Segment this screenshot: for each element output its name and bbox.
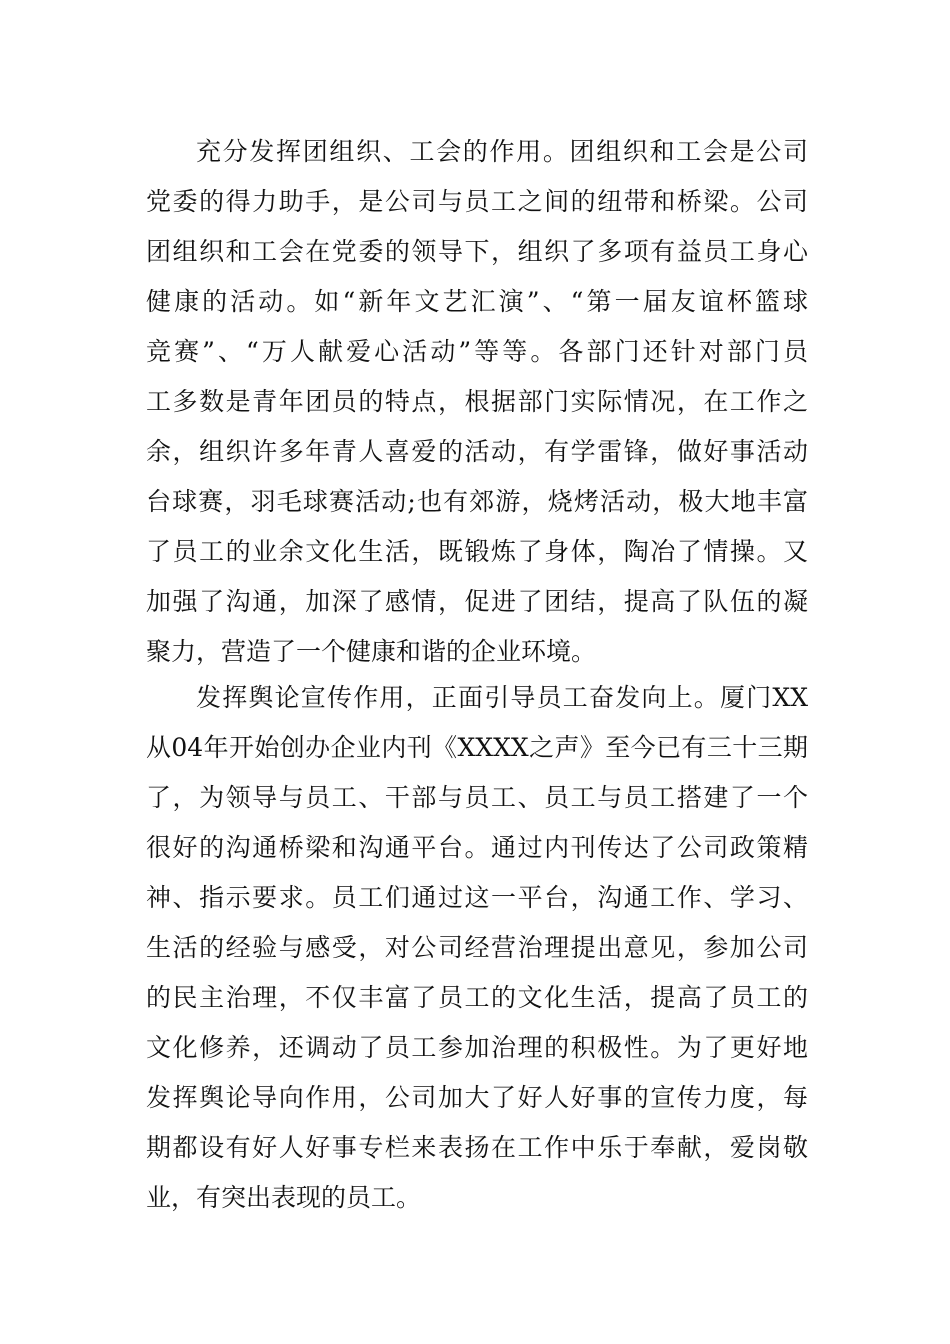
text-line: 党委的得力助手，是公司与员工之间的纽带和桥梁。公司 bbox=[146, 187, 808, 216]
text-line: 发挥舆论导向作用，公司加大了好人好事的宣传力度，每 bbox=[146, 1083, 808, 1112]
text-line: 加强了沟通，加深了感情，促进了团结，提高了队伍的凝 bbox=[146, 587, 808, 616]
text-line: 业，有突出表现的员工。 bbox=[146, 1183, 422, 1212]
text-line: 台球赛，羽毛球赛活动;也有郊游，烧烤活动，极大地丰富 bbox=[146, 487, 808, 516]
text-line: 的民主治理，不仅丰富了员工的文化生活，提高了员工的 bbox=[146, 983, 808, 1012]
text-line: 发挥舆论宣传作用，正面引导员工奋发向上。厦门XX bbox=[196, 683, 808, 712]
text-line: 余，组织许多年青人喜爱的活动，有学雷锋，做好事活动 bbox=[146, 437, 808, 466]
text-line: 团组织和工会在党委的领导下，组织了多项有益员工身心 bbox=[146, 237, 808, 266]
text-line: 文化修养，还调动了员工参加治理的积极性。为了更好地 bbox=[146, 1033, 808, 1062]
text-line: 很好的沟通桥梁和沟通平台。通过内刊传达了公司政策精 bbox=[146, 833, 808, 862]
text-line: 生活的经验与感受，对公司经营治理提出意见，参加公司 bbox=[146, 933, 808, 962]
text-line: 从04年开始创办企业内刊《XXXX之声》至今已有三十三期 bbox=[146, 733, 808, 762]
text-line: 期都设有好人好事专栏来表扬在工作中乐于奉献，爱岗敬 bbox=[146, 1133, 808, 1162]
text-line: 神、指示要求。员工们通过这一平台，沟通工作、学习、 bbox=[146, 883, 808, 912]
text-line: 了员工的业余文化生活，既锻炼了身体，陶冶了情操。又 bbox=[146, 537, 808, 566]
text-line: 了，为领导与员工、干部与员工、员工与员工搭建了一个 bbox=[146, 783, 808, 812]
text-line: 充分发挥团组织、工会的作用。团组织和工会是公司 bbox=[196, 137, 808, 166]
text-line: 健康的活动。如“新年文艺汇演”、“第一届友谊杯篮球 bbox=[146, 287, 808, 316]
text-line: 聚力，营造了一个健康和谐的企业环境。 bbox=[146, 637, 597, 666]
text-line: 竞赛”、“万人献爱心活动”等等。各部门还针对部门员 bbox=[146, 337, 808, 366]
text-line: 工多数是青年团员的特点，根据部门实际情况，在工作之 bbox=[146, 387, 808, 416]
